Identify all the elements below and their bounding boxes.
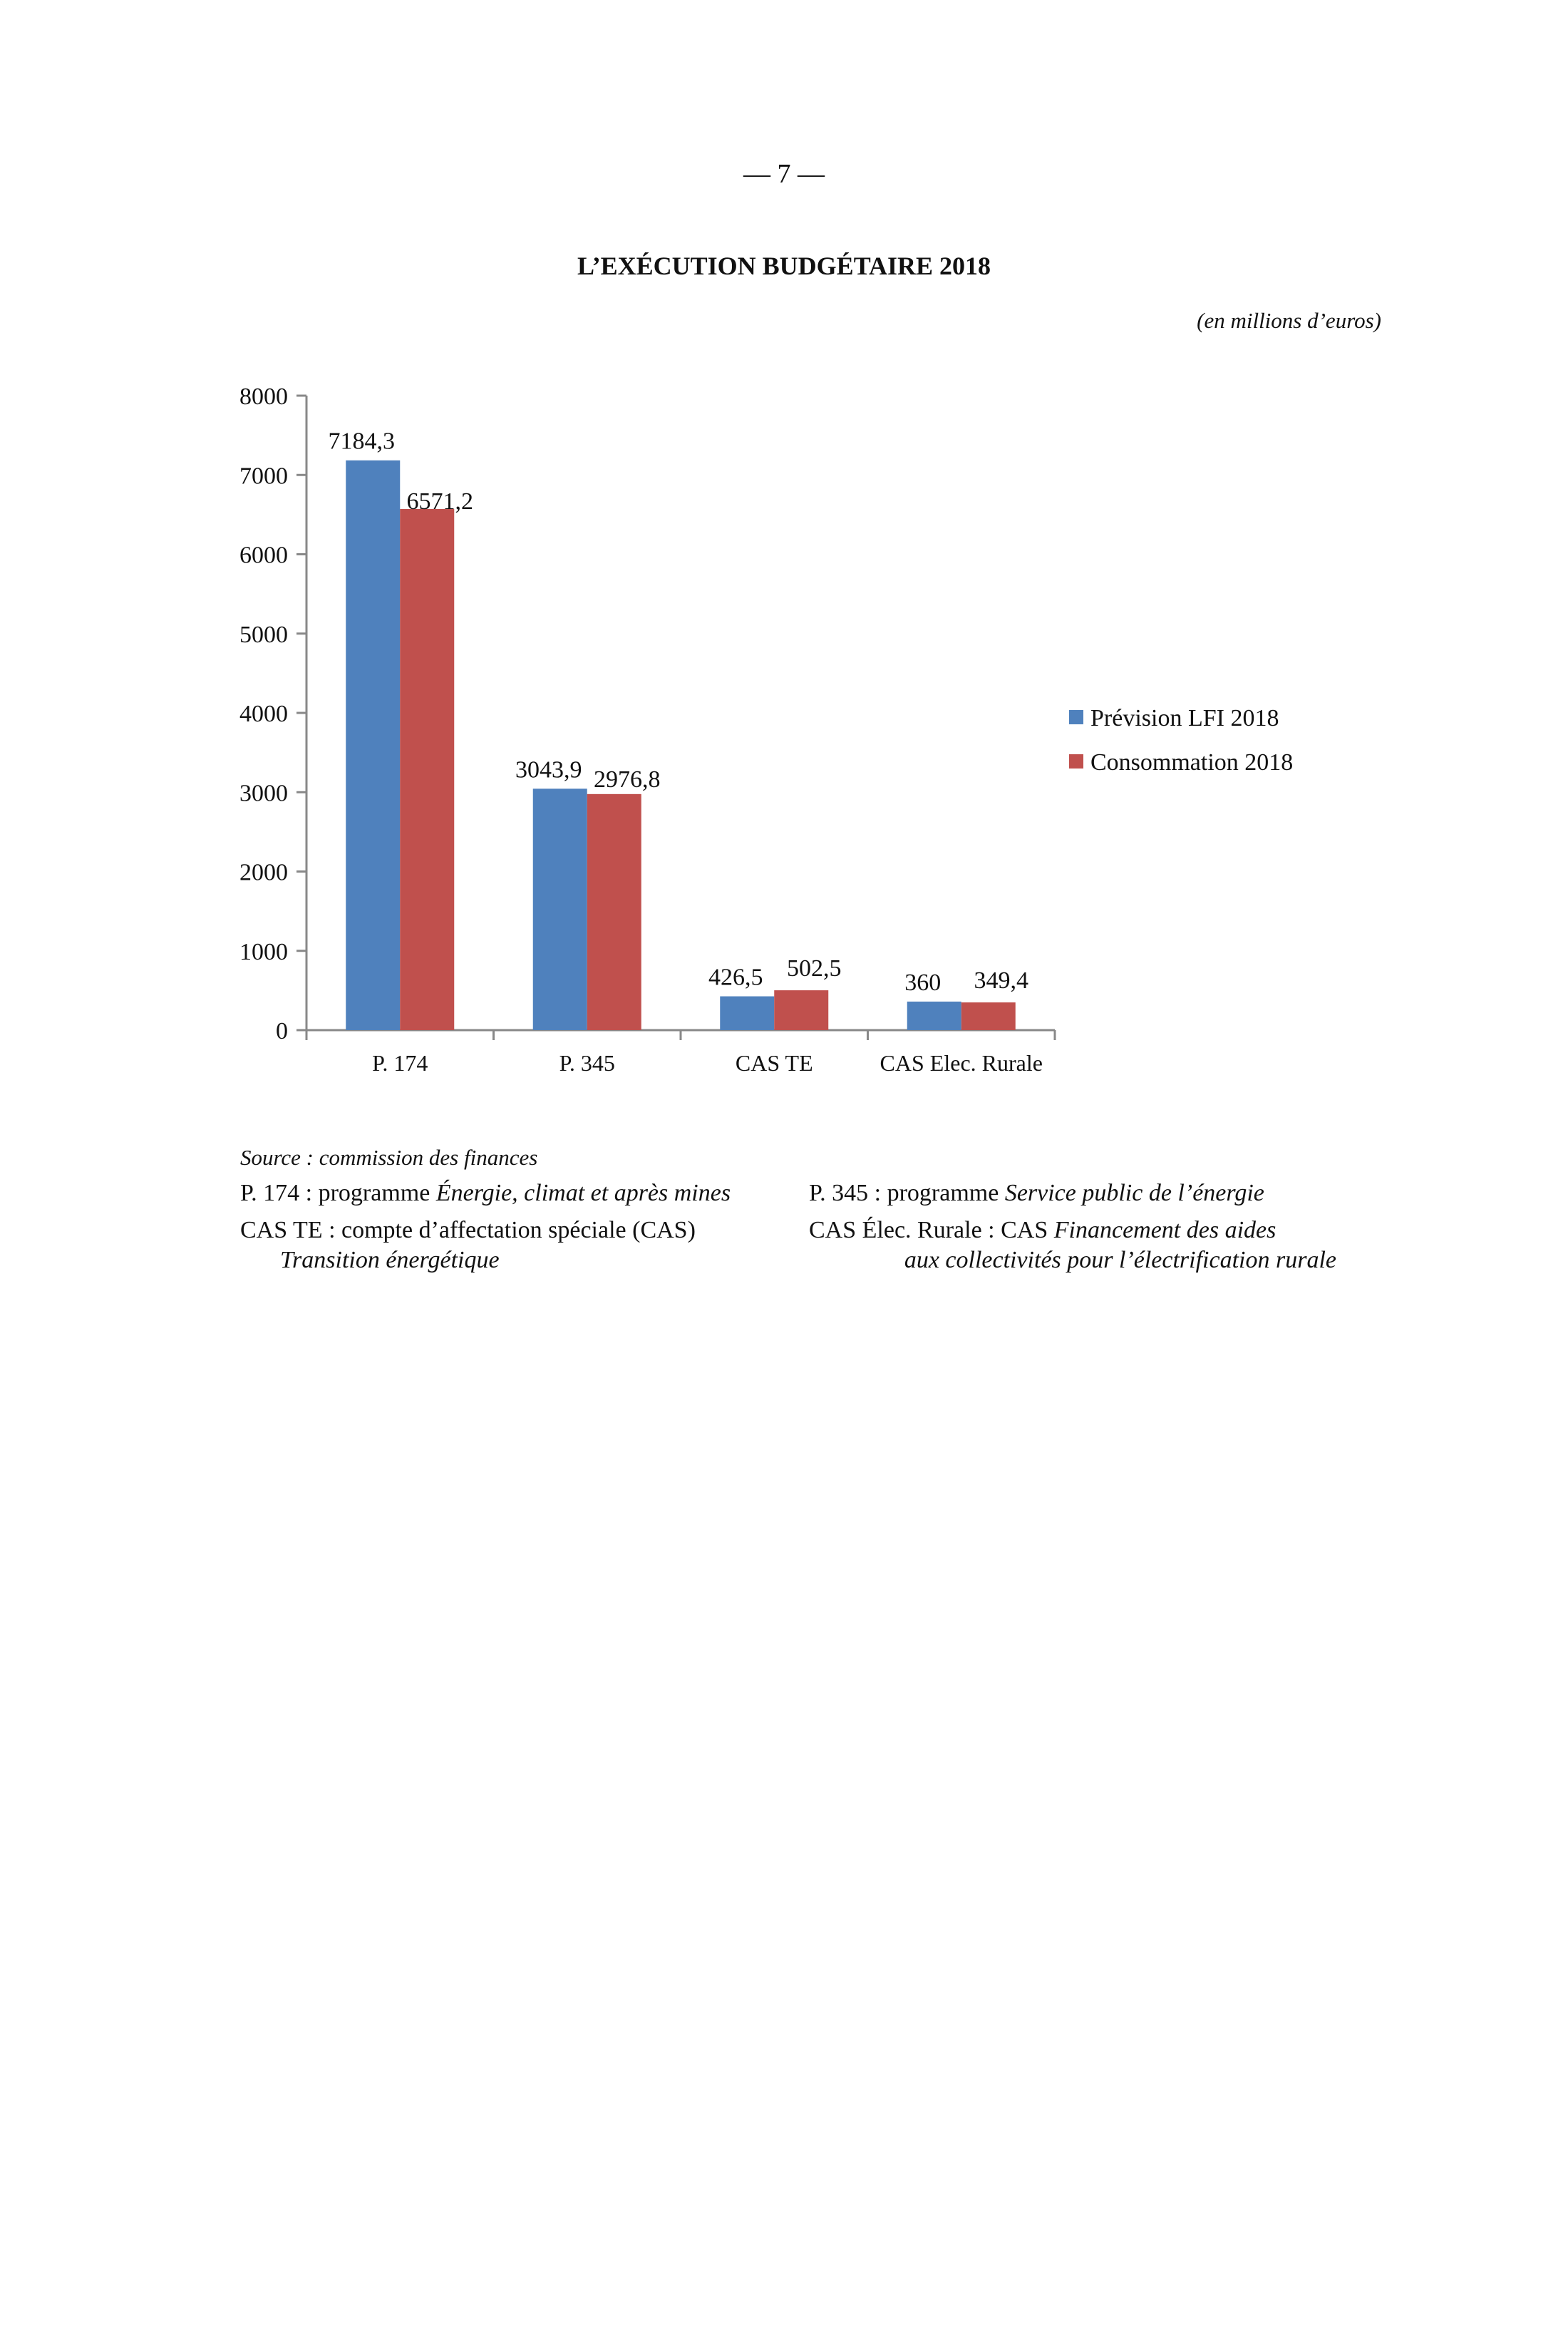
legend-label: Consommation 2018 [1090, 749, 1294, 776]
chart-bars [346, 461, 1016, 1030]
data-label: 3043,9 [515, 756, 582, 783]
source-note: Source : commission des finances [240, 1145, 538, 1170]
bar [720, 997, 774, 1030]
bar-chart [0, 0, 1568, 1112]
bar [774, 990, 828, 1030]
page-title: L’EXÉCUTION BUDGÉTAIRE 2018 [577, 252, 991, 280]
bar [400, 509, 454, 1030]
chart-legend [1069, 705, 1293, 776]
note-cas-elec: CAS Élec. Rurale : CAS Financement des aides aux collectivités pour l’électrification rurale [809, 1217, 1336, 1273]
data-label: 7184,3 [328, 428, 395, 455]
data-label: 360 [904, 969, 942, 996]
bar [587, 794, 641, 1030]
note-cas-te: CAS TE : compte d’affectation spéciale (CAS) Transition énergétique [240, 1217, 696, 1273]
y-tick-label: 1000 [239, 938, 288, 965]
data-label: 502,5 [787, 955, 842, 982]
bar [346, 461, 400, 1030]
y-tick-label: 2000 [239, 859, 288, 886]
bar [961, 1002, 1016, 1030]
y-tick-label: 0 [276, 1018, 288, 1044]
note-p345: P. 345 : programme Service public de l’énergie [809, 1180, 1264, 1206]
note-p174: P. 174 : programme Énergie, climat et après mines [240, 1180, 731, 1206]
data-label: 349,4 [974, 967, 1028, 994]
bar [907, 1002, 961, 1030]
bar [533, 788, 587, 1030]
data-label: 426,5 [708, 964, 763, 991]
y-tick-label: 4000 [239, 701, 288, 727]
chart-notes [240, 1143, 1338, 1275]
data-label: 6571,2 [406, 488, 473, 515]
y-tick-label: 5000 [239, 621, 288, 648]
legend-label: Prévision LFI 2018 [1090, 705, 1279, 731]
data-label: 2976,8 [594, 766, 661, 793]
x-tick-label: CAS Elec. Rurale [880, 1050, 1043, 1076]
x-tick-label: P. 174 [372, 1050, 428, 1076]
y-tick-label: 8000 [239, 384, 288, 410]
x-tick-label: P. 345 [559, 1050, 615, 1076]
legend-swatch [1069, 754, 1083, 769]
legend-swatch [1069, 710, 1083, 724]
y-tick-label: 7000 [239, 463, 288, 490]
units-note: (en millions d’euros) [1197, 308, 1381, 333]
x-tick-label: CAS TE [735, 1050, 813, 1076]
y-tick-label: 6000 [239, 542, 288, 569]
page-number: — 7 — [743, 159, 825, 189]
y-tick-label: 3000 [239, 780, 288, 807]
